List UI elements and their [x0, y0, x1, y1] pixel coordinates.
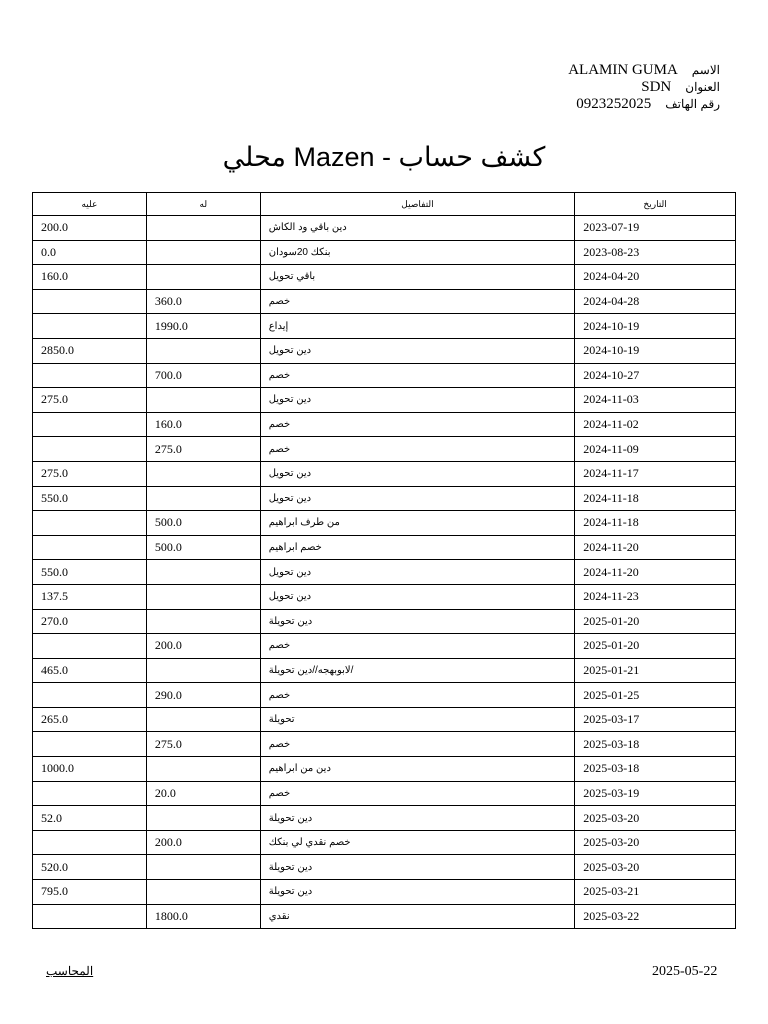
table-row [33, 855, 736, 880]
date-cell: 2024-11-17 [575, 461, 736, 486]
date-cell: 2025-03-19 [575, 781, 736, 806]
date-cell: 2025-03-17 [575, 707, 736, 732]
credit-cell: 200.0 [146, 634, 260, 659]
date-cell: 2024-10-27 [575, 363, 736, 388]
customer-info [540, 62, 720, 113]
date-cell: 2025-03-20 [575, 855, 736, 880]
debit-cell: 550.0 [33, 560, 147, 585]
date-cell: 2025-03-18 [575, 732, 736, 757]
table-row [33, 757, 736, 782]
credit-cell [146, 806, 260, 831]
details-cell: من طرف ابراهيم [260, 511, 575, 536]
table-row [33, 658, 736, 683]
table-row [33, 634, 736, 659]
debit-cell [33, 781, 147, 806]
credit-cell: 1800.0 [146, 904, 260, 929]
name-label: الاسم [691, 63, 720, 77]
debit-cell [33, 634, 147, 659]
table-row [33, 338, 736, 363]
details-cell: دين من ابراهيم [260, 757, 575, 782]
table-row [33, 314, 736, 339]
details-cell: بنكك 20سودان [260, 240, 575, 265]
debit-cell: 520.0 [33, 855, 147, 880]
credit-cell [146, 338, 260, 363]
date-cell: 2024-11-18 [575, 511, 736, 536]
credit-cell: 500.0 [146, 511, 260, 536]
table-row [33, 511, 736, 536]
date-cell: 2024-11-09 [575, 437, 736, 462]
credit-cell: 200.0 [146, 830, 260, 855]
table-row [33, 388, 736, 413]
table-row [33, 535, 736, 560]
table-row [33, 609, 736, 634]
debit-cell [33, 412, 147, 437]
date-cell: 2025-01-20 [575, 609, 736, 634]
date-cell: 2025-03-18 [575, 757, 736, 782]
table-row [33, 216, 736, 241]
details-cell: دين تحويل [260, 584, 575, 609]
date-cell: 2025-03-20 [575, 806, 736, 831]
debit-cell: 465.0 [33, 658, 147, 683]
debit-cell [33, 314, 147, 339]
debit-cell: 795.0 [33, 880, 147, 905]
credit-cell [146, 707, 260, 732]
credit-cell: 20.0 [146, 781, 260, 806]
details-cell: خصم [260, 289, 575, 314]
debit-cell [33, 511, 147, 536]
details-cell: خصم [260, 363, 575, 388]
debit-cell [33, 289, 147, 314]
details-cell: خصم [260, 683, 575, 708]
details-cell: باقي تحويل [260, 265, 575, 290]
debit-cell: 550.0 [33, 486, 147, 511]
page-title: كشف حساب - Mazen محلي [222, 142, 546, 172]
column-header-debit: عليه [33, 193, 147, 216]
credit-cell [146, 265, 260, 290]
statement-table [32, 192, 736, 929]
debit-cell [33, 904, 147, 929]
date-cell: 2024-04-28 [575, 289, 736, 314]
details-cell: خصم ابراهيم [260, 535, 575, 560]
debit-cell: 275.0 [33, 388, 147, 413]
debit-cell [33, 437, 147, 462]
details-cell: دين باقي ود الكاش [260, 216, 575, 241]
date-cell: 2024-10-19 [575, 314, 736, 339]
details-cell: دين تحويلة [260, 609, 575, 634]
date-cell: 2024-11-23 [575, 584, 736, 609]
details-cell: تحويلة [260, 707, 575, 732]
table-row [33, 880, 736, 905]
date-cell: 2024-11-18 [575, 486, 736, 511]
details-cell: خصم [260, 437, 575, 462]
details-cell: دين تحويلة [260, 855, 575, 880]
table-row [33, 363, 736, 388]
date-cell: 2023-07-19 [575, 216, 736, 241]
debit-cell [33, 830, 147, 855]
phone-label: رقم الهاتف [665, 97, 720, 111]
details-cell: خصم [260, 781, 575, 806]
credit-cell [146, 757, 260, 782]
details-cell: دين تحويلة [260, 880, 575, 905]
credit-cell [146, 855, 260, 880]
credit-cell: 290.0 [146, 683, 260, 708]
table-row [33, 781, 736, 806]
address-label: العنوان [685, 80, 720, 94]
details-cell: نقدي [260, 904, 575, 929]
credit-cell: 160.0 [146, 412, 260, 437]
credit-cell [146, 609, 260, 634]
date-cell: 2024-10-19 [575, 338, 736, 363]
accountant-signature-label: المحاسب [46, 964, 94, 978]
credit-cell: 700.0 [146, 363, 260, 388]
table-row [33, 830, 736, 855]
column-header-date: التاريخ [575, 193, 736, 216]
table-row [33, 806, 736, 831]
debit-cell: 275.0 [33, 461, 147, 486]
debit-cell: 160.0 [33, 265, 147, 290]
details-cell: خصم [260, 412, 575, 437]
debit-cell: 270.0 [33, 609, 147, 634]
details-cell: دين تحويل [260, 560, 575, 585]
details-cell: دين تحويل [260, 486, 575, 511]
table-row [33, 265, 736, 290]
credit-cell [146, 216, 260, 241]
details-cell: دين تحويل [260, 338, 575, 363]
statement-date: 2025-05-22 [652, 964, 718, 979]
credit-cell [146, 560, 260, 585]
table-row [33, 584, 736, 609]
debit-cell: 265.0 [33, 707, 147, 732]
date-cell: 2025-01-20 [575, 634, 736, 659]
details-cell: إيداع [260, 314, 575, 339]
column-header-details: التفاصيل [260, 193, 575, 216]
date-cell: 2025-03-20 [575, 830, 736, 855]
credit-cell: 275.0 [146, 437, 260, 462]
details-cell: دين تحويل [260, 461, 575, 486]
table-row [33, 412, 736, 437]
debit-cell [33, 535, 147, 560]
date-cell: 2025-01-21 [575, 658, 736, 683]
date-cell: 2025-03-22 [575, 904, 736, 929]
credit-cell: 275.0 [146, 732, 260, 757]
debit-cell [33, 683, 147, 708]
table-row [33, 560, 736, 585]
date-cell: 2023-08-23 [575, 240, 736, 265]
table-row [33, 683, 736, 708]
debit-cell [33, 732, 147, 757]
details-cell: خصم [260, 732, 575, 757]
table-row [33, 289, 736, 314]
date-cell: 2024-11-20 [575, 535, 736, 560]
table-row [33, 707, 736, 732]
table-header-row [33, 193, 736, 216]
debit-cell: 2850.0 [33, 338, 147, 363]
credit-cell [146, 461, 260, 486]
debit-cell [33, 363, 147, 388]
date-cell: 2024-04-20 [575, 265, 736, 290]
details-cell: دين تحويلة [260, 806, 575, 831]
credit-cell: 500.0 [146, 535, 260, 560]
table-row [33, 437, 736, 462]
date-cell: 2024-11-20 [575, 560, 736, 585]
table-row [33, 461, 736, 486]
credit-cell [146, 584, 260, 609]
date-cell: 2024-11-03 [575, 388, 736, 413]
debit-cell: 1000.0 [33, 757, 147, 782]
credit-cell [146, 658, 260, 683]
credit-cell [146, 486, 260, 511]
credit-cell [146, 388, 260, 413]
table-row [33, 904, 736, 929]
debit-cell: 52.0 [33, 806, 147, 831]
details-cell: دين تحويل [260, 388, 575, 413]
customer-phone: 0923252025 [576, 96, 652, 112]
debit-cell: 200.0 [33, 216, 147, 241]
date-cell: 2025-01-25 [575, 683, 736, 708]
debit-cell: 137.5 [33, 584, 147, 609]
table-row [33, 486, 736, 511]
details-cell: خصم نقدي لي بنكك [260, 830, 575, 855]
table-row [33, 240, 736, 265]
details-cell: خصم [260, 634, 575, 659]
customer-name: ALAMIN GUMA [568, 62, 678, 78]
date-cell: 2025-03-21 [575, 880, 736, 905]
table-row [33, 732, 736, 757]
debit-cell: 0.0 [33, 240, 147, 265]
customer-address: SDN [641, 79, 672, 95]
credit-cell [146, 240, 260, 265]
date-cell: 2024-11-02 [575, 412, 736, 437]
column-header-credit: له [146, 193, 260, 216]
credit-cell: 360.0 [146, 289, 260, 314]
credit-cell: 1990.0 [146, 314, 260, 339]
details-cell: /لابوبهجه//دين تحويلة [260, 658, 575, 683]
credit-cell [146, 880, 260, 905]
